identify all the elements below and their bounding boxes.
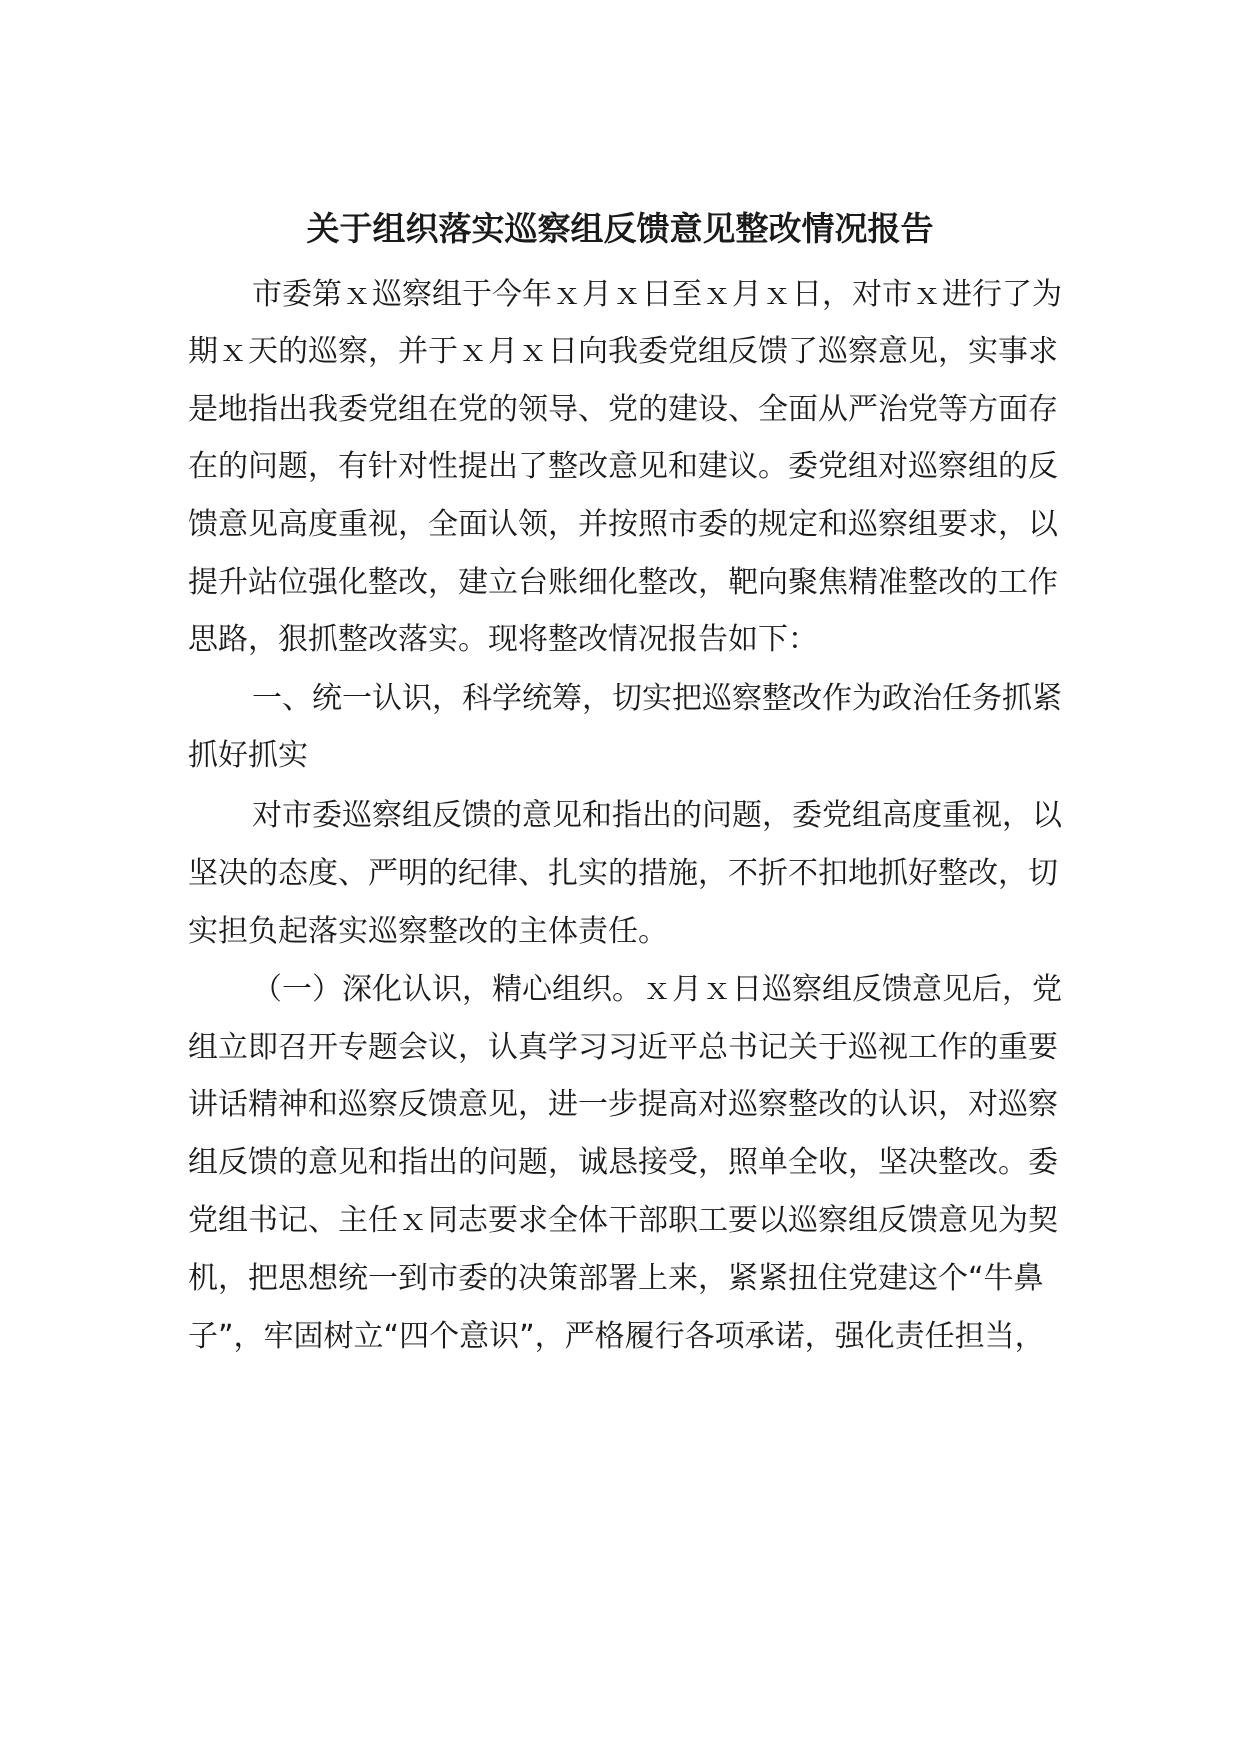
paragraph-line: 组立即召开专题会议，认真学习习近平总书记关于巡视工作的重要 <box>188 1030 1058 1065</box>
paragraph-line: 党组书记、主任ｘ同志要求全体干部职工要以巡察组反馈意见为契 <box>188 1203 1058 1238</box>
paragraph-line: 对市委巡察组反馈的意见和指出的问题，委党组高度重视，以 <box>252 798 1062 833</box>
paragraph-line: 机，把思想统一到市委的决策部署上来，紧紧扭住党建这个“牛鼻 <box>188 1261 1044 1296</box>
paragraph-line: 馈意见高度重视，全面认领，并按照市委的规定和巡察组要求，以 <box>188 507 1058 542</box>
section-heading-line: 抓好抓实 <box>188 738 308 773</box>
paragraph-line: 思路，狠抓整改落实。现将整改情况报告如下： <box>188 622 818 657</box>
paragraph-line: 子”，牢固树立“四个意识”，严格履行各项承诺，强化责任担当， <box>188 1319 1045 1354</box>
document-title: 关于组织落实巡察组反馈意见整改情况报告 <box>306 209 934 248</box>
paragraph-line: 期ｘ天的巡察，并于ｘ月ｘ日向我委党组反馈了巡察意见，实事求 <box>188 334 1058 369</box>
paragraph-line: 坚决的态度、严明的纪律、扎实的措施，不折不扣地抓好整改，切 <box>188 856 1058 891</box>
paragraph-line: 在的问题，有针对性提出了整改意见和建议。委党组对巡察组的反 <box>188 449 1058 484</box>
paragraph-line: 实担负起落实巡察整改的主体责任。 <box>188 914 668 949</box>
section-heading-line: 一、统一认识，科学统筹，切实把巡察整改作为政治任务抓紧 <box>252 681 1062 716</box>
paragraph-line: 组反馈的意见和指出的问题，诚恳接受，照单全收，坚决整改。委 <box>188 1145 1058 1180</box>
paragraph-line: 提升站位强化整改，建立台账细化整改，靶向聚焦精准整改的工作 <box>188 565 1058 600</box>
paragraph-line: 是地指出我委党组在党的领导、党的建设、全面从严治党等方面存 <box>188 392 1058 427</box>
paragraph-line: 市委第ｘ巡察组于今年ｘ月ｘ日至ｘ月ｘ日，对市ｘ进行了为 <box>252 277 1062 312</box>
paragraph-line: 讲话精神和巡察反馈意见，进一步提高对巡察整改的认识，对巡察 <box>188 1087 1058 1122</box>
paragraph-line: （一）深化认识，精心组织。ｘ月ｘ日巡察组反馈意见后，党 <box>252 972 1062 1007</box>
